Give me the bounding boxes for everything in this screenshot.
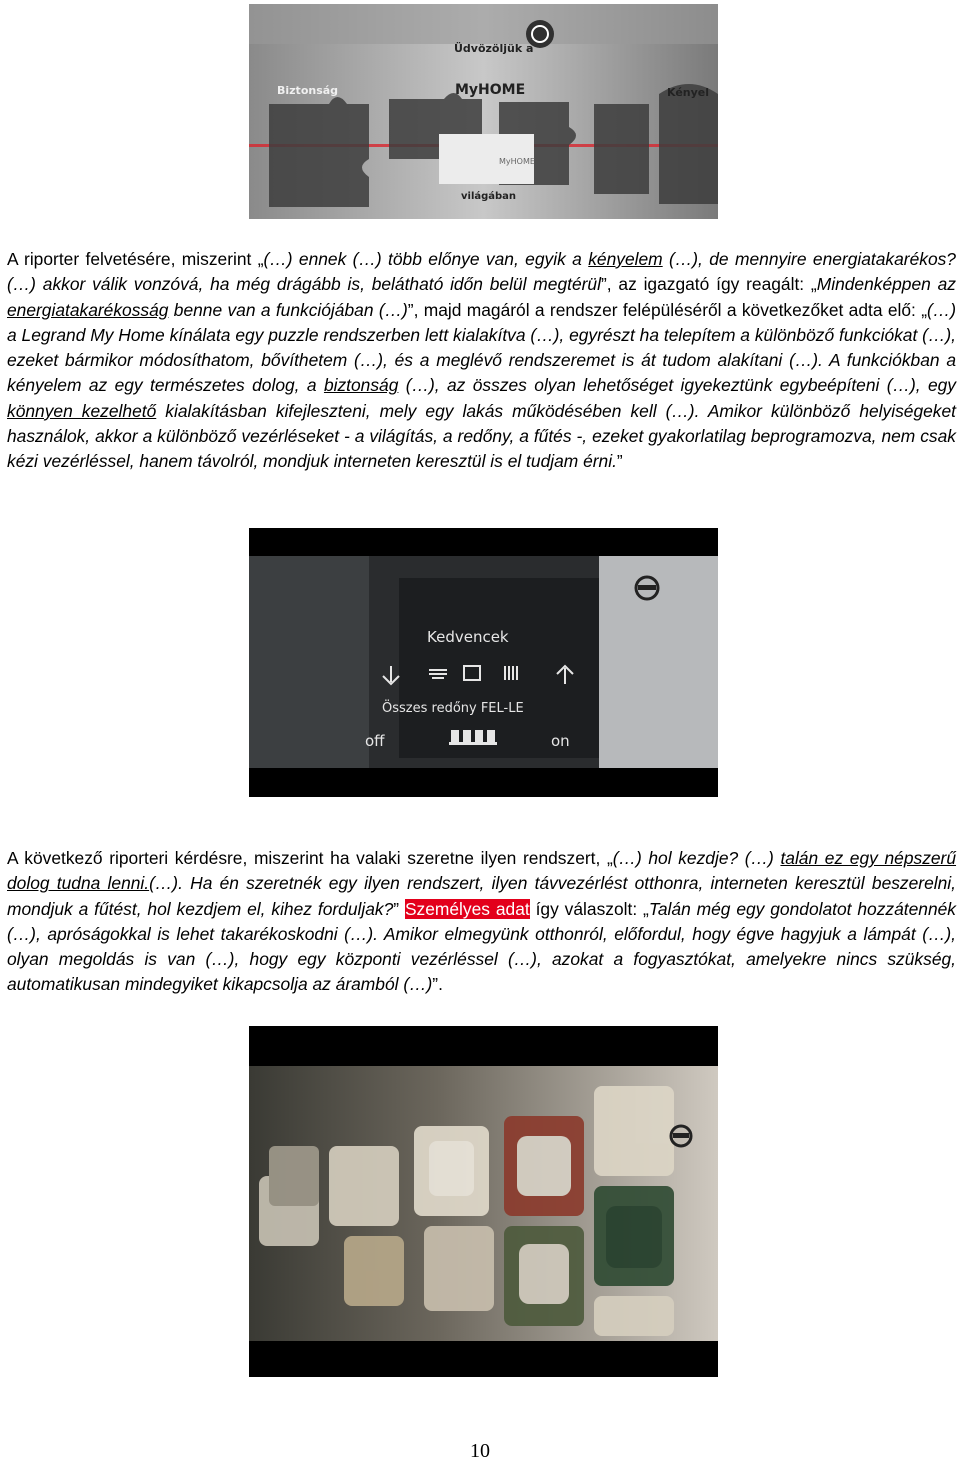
text-run: így válaszolt: „: [529, 898, 649, 919]
text-run: benne van a funkciójában (…): [168, 299, 408, 320]
text-run: (…) a Legrand My Home kínálata egy puzzle rendszerben lett kialakítva (…), egyrészt ha telepítem a különböző funkciókat (…), ezeket bármikor módosíthatom, bővíthetem (…), és a meglévő rendszeremet is át tudom alakítani (…). A funkciókban a kényelem az egy természetes dolog, a: [7, 299, 956, 396]
text-run: (…), az összes olyan lehetőséget igyekeztünk egybeépíteni (…), egy: [398, 375, 956, 396]
text-run: ”.: [432, 974, 443, 995]
panel-on: on: [551, 732, 570, 750]
panel-caption: Összes redőny FEL-LE: [382, 701, 524, 716]
label-vilagaban: világában: [461, 191, 517, 202]
text-run: kialakításban kifejleszteni, mely egy lakás működésében kell (…). Amikor különböző helyiségeket használok, akkor a különböző vezérléseket - a világítás, a redőny, a fűtés -, ezeket gyakorlatilag beprogramozva, nem csak kézi vezérléssel, hanem távolról, mondjuk interneten keresztül is el tudjam érni.: [7, 400, 956, 472]
text-run: Talán még egy gondolatot hozzátennék (…), apróságokkal is lehet takarékoskodni (…). Amikor elmegyünk otthonról, előfordul, hogy égve hagyjuk a lámpát (…), olyan megoldás is van (…), hogy egy központi vezérléssel (…), azokat a fogyasztókat, amelyekre nincs szükség, automatikusan mindegyiket kikapcsolja az áramból (…): [7, 898, 956, 995]
photo-touch-panel: [249, 528, 718, 797]
text-run: A riporter felvetésére, miszerint „: [7, 249, 264, 269]
label-myhome-small: MyHOME: [499, 157, 535, 166]
page-number: 10: [470, 1440, 490, 1462]
text-run: ”: [616, 451, 623, 472]
photo-switch-display: [249, 1026, 718, 1377]
text-run: (…). Ha én szeretnék egy ilyen rendszert, ilyen távvezérlést otthonra, interneten keresztül beszerelni, mondjuk a fűtést, hol kezdjem el, kihez forduljak?: [7, 873, 956, 919]
photo-myhome-puzzle: [249, 4, 718, 219]
text-run: biztonság: [323, 375, 399, 396]
redacted-personal-data: Személyes adat: [404, 898, 530, 919]
text-run: (…) hol kezdje? (…): [612, 848, 781, 868]
text-run: ”, az igazgató így reagált: „: [600, 274, 817, 295]
text-run: (…) ennek (…) több előnye van, egyik a: [263, 249, 589, 269]
text-run: A következő riporteri kérdésre, miszerint ha valaki szeretne ilyen rendszert, „: [7, 848, 613, 868]
panel-off: off: [365, 732, 385, 750]
text-run: Mindenképpen az: [816, 274, 956, 295]
panel-title: Kedvencek: [427, 628, 509, 646]
label-kenyelem: Kényel: [667, 86, 710, 99]
text-run: kényelem: [588, 249, 663, 269]
label-myhome: MyHOME: [455, 82, 526, 98]
text-run: energiatakarékosság: [7, 299, 169, 320]
text-run: ”: [393, 898, 405, 919]
label-biztonsag: Biztonság: [277, 84, 339, 97]
text-run: könnyen kezelhető: [7, 400, 157, 421]
text-run: (…), de mennyire energiatakarékos? (…) akkor válik vonzóvá, ha még drágább is, belátható időn belül megtérül: [7, 249, 956, 295]
label-udvozoljuk: Üdvözöljük a: [454, 42, 534, 55]
text-run: talán ez egy népszerű dolog tudna lenni.: [7, 848, 957, 894]
paragraph-interview-1: [7, 247, 956, 475]
paragraph-interview-2: [7, 846, 956, 998]
text-run: ”, majd magáról a rendszer felépüléséről a következőket adta elő: „: [407, 299, 928, 320]
